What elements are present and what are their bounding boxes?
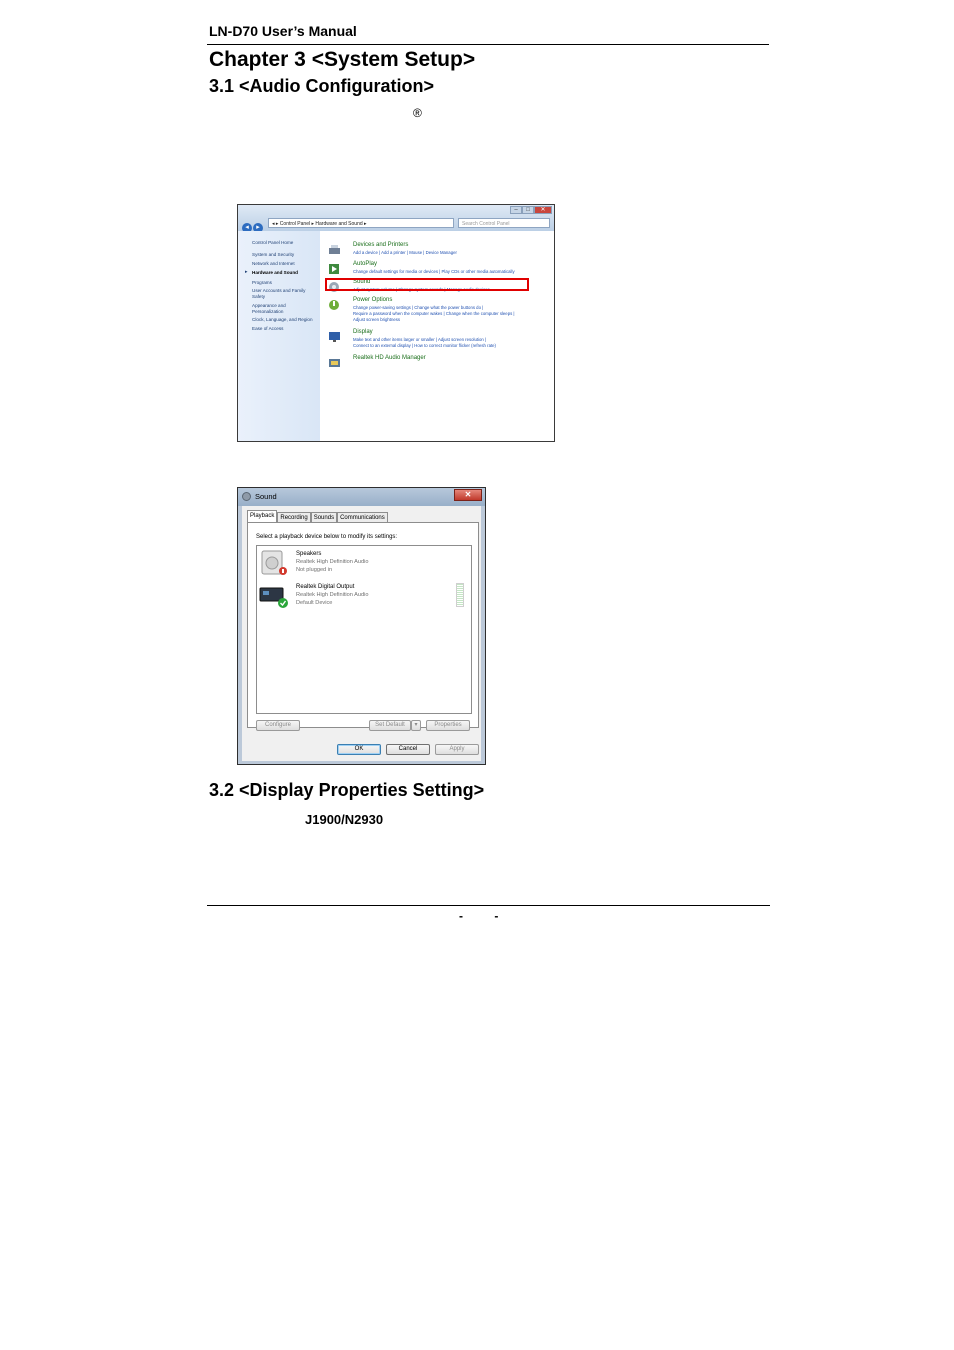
window-buttons	[510, 206, 552, 214]
configure-button[interactable]: Configure	[256, 720, 300, 731]
speaker-icon	[242, 492, 251, 501]
device-name: Speakers	[296, 551, 322, 557]
page-number: - -	[459, 909, 513, 923]
section-display-title: 3.2 <Display Properties Setting>	[209, 780, 485, 800]
playback-panel	[247, 522, 479, 728]
chip-label: J1900/N2930	[305, 812, 384, 827]
sidebar-item-programs[interactable]: Programs	[252, 280, 272, 285]
category-title[interactable]: Display	[353, 329, 373, 335]
sidebar-item-user-accounts-2[interactable]: Safety	[252, 294, 266, 299]
category-links[interactable]: Require a password when the computer wakes | Change when the computer sleeps |	[353, 311, 515, 316]
sidebar-item-appearance-2[interactable]: Personalization	[252, 309, 284, 314]
device-speakers[interactable]	[259, 548, 469, 578]
printer-icon	[328, 243, 341, 255]
apply-button[interactable]: Apply	[435, 744, 479, 755]
category-links[interactable]: Change power-saving settings | Change what the power buttons do |	[353, 305, 484, 310]
audio-manager-icon	[328, 356, 341, 368]
ok-button[interactable]: OK	[337, 744, 381, 755]
close-button[interactable]: ✕	[534, 206, 552, 214]
sound-highlight-box	[325, 278, 529, 291]
device-status: Default Device	[296, 600, 333, 606]
search-input[interactable]: Search Control Panel	[458, 218, 550, 228]
tab-strip	[247, 510, 388, 522]
back-arrow-icon[interactable]: ◂	[242, 223, 252, 233]
device-driver: Realtek High Definition Audio	[296, 592, 369, 598]
sidebar-item-user-accounts[interactable]: User Accounts and Family	[252, 288, 306, 293]
active-bullet-icon: ▸	[245, 269, 248, 275]
speaker-icon	[259, 550, 289, 576]
sound-dialog-screenshot	[237, 487, 486, 765]
maximize-button[interactable]: □	[522, 206, 534, 214]
address-bar[interactable]: ◂ ▸ Control Panel ▸ Hardware and Sound ▸	[268, 218, 454, 228]
sidebar-item-appearance[interactable]: Appearance and	[252, 303, 286, 308]
dialog-title: Sound	[255, 492, 277, 501]
control-panel-sidebar	[238, 231, 320, 442]
tab-recording[interactable]: Recording	[277, 512, 310, 523]
sidebar-item-network[interactable]: Network and Internet	[252, 261, 295, 266]
monitor-icon	[328, 330, 341, 342]
set-default-button[interactable]: Set Default	[369, 720, 411, 731]
category-title[interactable]: Power Options	[353, 297, 393, 303]
category-links[interactable]: Add a device | Add a printer | Mouse | Device Manager	[353, 250, 457, 255]
device-realtek-digital-output[interactable]	[259, 581, 469, 611]
playback-prompt: Select a playback device below to modify its settings:	[256, 534, 398, 540]
device-name: Realtek Digital Output	[296, 584, 355, 590]
category-links[interactable]: Connect to an external display | How to correct monitor flicker (refresh rate)	[353, 343, 496, 348]
footer-rule	[207, 905, 770, 906]
sidebar-item-hardware-sound[interactable]: Hardware and Sound	[252, 270, 298, 275]
sidebar-item-home[interactable]: Control Panel Home	[252, 240, 294, 245]
autoplay-icon	[328, 262, 341, 274]
digital-output-icon	[259, 583, 289, 609]
category-title[interactable]: Sound	[353, 279, 371, 285]
category-title[interactable]: AutoPlay	[353, 261, 378, 267]
sound-dialog-body	[242, 506, 481, 761]
control-panel-main	[320, 231, 555, 442]
nav-buttons	[242, 216, 264, 231]
tab-sounds[interactable]: Sounds	[311, 512, 337, 523]
tab-communications[interactable]: Communications	[337, 512, 388, 523]
volume-meter	[456, 583, 464, 607]
registered-mark: ®	[413, 106, 422, 120]
category-links[interactable]: Change default settings for media or devices | Play CDs or other media automatically	[353, 269, 515, 274]
sound-dialog-titlebar	[238, 488, 485, 506]
forward-arrow-icon[interactable]: ▸	[253, 223, 263, 233]
device-list[interactable]	[256, 545, 472, 714]
category-links[interactable]: Make text and other items larger or smaller | Adjust screen resolution |	[353, 337, 487, 342]
power-icon	[328, 298, 341, 310]
sidebar-item-ease[interactable]: Ease of Access	[252, 326, 284, 331]
cancel-button[interactable]: Cancel	[386, 744, 430, 755]
section-audio-title: 3.1 <Audio Configuration>	[209, 76, 435, 96]
set-default-dropdown-icon[interactable]: ▾	[411, 720, 421, 731]
device-driver: Realtek High Definition Audio	[296, 559, 369, 565]
device-status: Not plugged in	[296, 567, 333, 573]
category-title[interactable]: Realtek HD Audio Manager	[353, 355, 426, 361]
category-links[interactable]: Adjust system volume | Change system sounds | Manage audio devices	[353, 287, 490, 292]
chapter-title: Chapter 3 <System Setup>	[209, 48, 476, 71]
minimize-button[interactable]: –	[510, 206, 522, 214]
control-panel-titlebar	[238, 205, 554, 231]
properties-button[interactable]: Properties	[426, 720, 470, 731]
tab-playback[interactable]: Playback	[247, 510, 277, 523]
sidebar-item-system-security[interactable]: System and Security	[252, 252, 295, 257]
category-links[interactable]: Adjust screen brightness	[353, 317, 401, 322]
control-panel-screenshot	[237, 204, 555, 442]
category-title[interactable]: Devices and Printers	[353, 242, 409, 248]
close-button[interactable]: ✕	[454, 489, 482, 501]
manual-title: LN-D70 User’s Manual	[209, 23, 357, 39]
header-rule	[207, 44, 769, 45]
sidebar-item-clock[interactable]: Clock, Language, and Region	[252, 317, 313, 322]
